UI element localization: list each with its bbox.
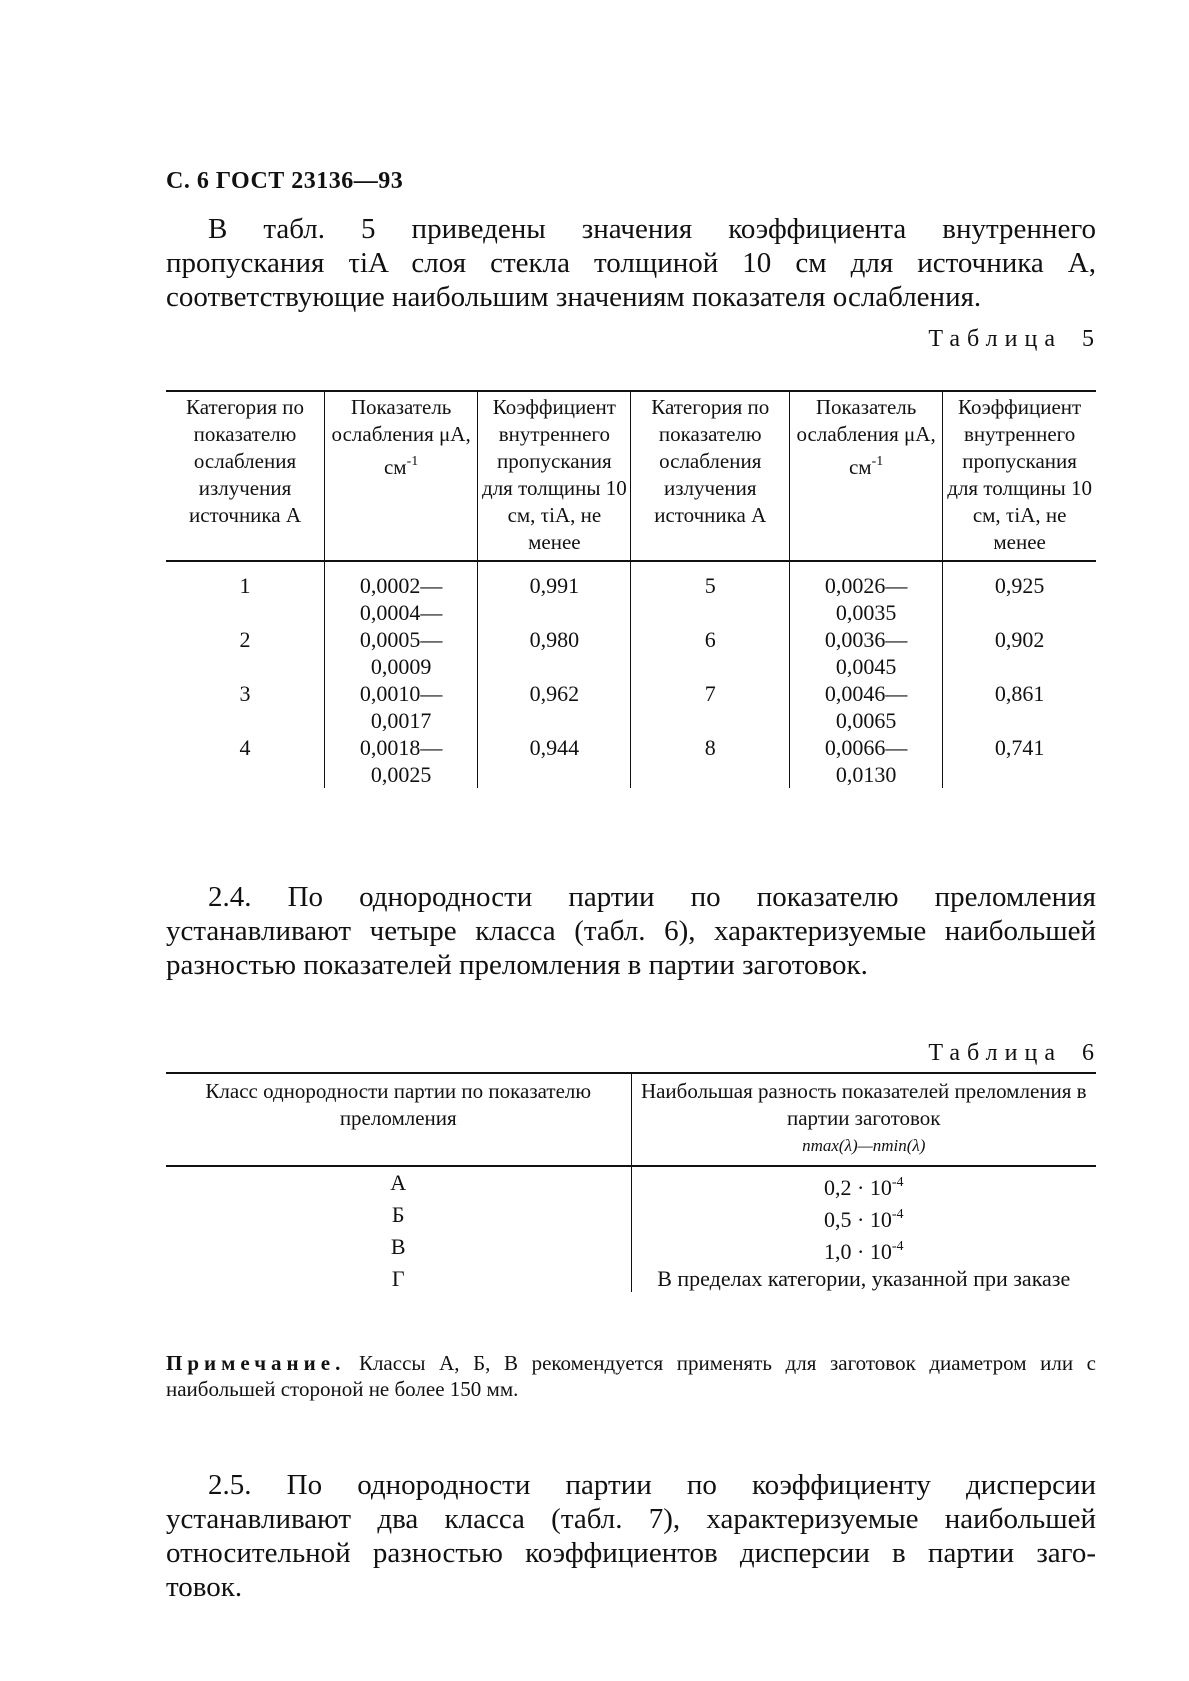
table5-header-category-text: Категория по показателю ослабления излучения источника A	[186, 395, 304, 527]
table6-value-exponent: -4	[891, 1239, 904, 1254]
section24-line-3: разностью показателей преломления в партии заготовок.	[166, 949, 868, 981]
table5-range	[790, 561, 943, 626]
table5-range	[325, 680, 478, 734]
intro-line-1: В табл. 5 приведены значения коэффициента внутреннего	[208, 213, 1096, 245]
table5-range-end: 0,0065	[835, 708, 897, 733]
table-row	[166, 680, 1096, 734]
table5-header-transmission-2-text: Коэффициент внутреннего пропускания для толщины 10 см, τiA, не менее	[947, 395, 1092, 554]
table5-header-exponent-2: -1	[871, 454, 884, 469]
table6-value	[631, 1201, 1096, 1233]
table5-range-start: 0,0005—	[359, 627, 443, 652]
table6-header-difference	[631, 1073, 1096, 1166]
table6-class: Б	[391, 1202, 405, 1227]
table5-range	[790, 626, 943, 680]
table5-cat: 1	[239, 573, 251, 598]
table5-caption	[928, 326, 1094, 353]
table5-range	[790, 680, 943, 734]
table5-cat: 4	[239, 735, 251, 760]
table5-range-start: 0,0018—	[359, 735, 443, 760]
table5-range-end: 0,0045	[835, 654, 897, 679]
table5-header-row	[166, 391, 1096, 561]
table-row	[166, 1166, 1096, 1201]
intro-line-2: пропускания τiA слоя стекла толщиной 10 см для источника A,	[166, 247, 1096, 279]
section-2-5-paragraph	[166, 1468, 1096, 1604]
table6-caption	[928, 1040, 1094, 1067]
note-label: Примечание.	[166, 1351, 346, 1375]
table5-header-transmission-2	[943, 391, 1096, 561]
table6-header-difference-text: Наибольшая разность показателей преломления в партии заготовок	[640, 1079, 1087, 1130]
table5-range-start: 0,0002—	[359, 573, 443, 598]
table5-header-category	[166, 391, 325, 561]
table5-range-start: 0,0010—	[359, 681, 443, 706]
table5-range	[325, 626, 478, 680]
section24-line-2: устанавливают четыре класса (табл. 6), характеризуемые наибольшей	[166, 915, 1096, 947]
table6-class: A	[390, 1170, 407, 1195]
table-row	[166, 561, 1096, 626]
table5-cat: 3	[239, 681, 251, 706]
table6-header-formula: nmax(λ)—nmin(λ)	[802, 1136, 926, 1155]
table5-range	[790, 734, 943, 788]
table5-coef: 0,944	[478, 734, 631, 788]
table6-value	[631, 1233, 1096, 1265]
table5-range-end: 0,0004—	[359, 600, 443, 625]
table-6	[166, 1072, 1096, 1292]
table5-coef: 0,741	[943, 734, 1096, 788]
table5-coef: 0,980	[478, 626, 631, 680]
table5-range-end: 0,0017	[370, 708, 432, 733]
table5-range-end: 0,0130	[835, 762, 897, 787]
table5-header-attenuation	[325, 391, 478, 561]
table5-cat: 2	[239, 627, 251, 652]
page-header: С. 6 ГОСТ 23136—93	[166, 168, 404, 194]
table6-header-row	[166, 1073, 1096, 1166]
table-row	[166, 1265, 1096, 1292]
table5-coef: 0,991	[478, 561, 631, 626]
table6-value-text: 1,0 · 10	[824, 1239, 892, 1264]
table5-cat: 5	[631, 561, 790, 626]
table6-value-exponent: -4	[891, 1207, 904, 1222]
section25-line-4: товок.	[166, 1571, 243, 1603]
table5-header-attenuation-text: Показатель ослабления μA, см	[331, 395, 471, 479]
table6-class: В	[390, 1234, 406, 1259]
table6-value-text: 0,2 · 10	[824, 1175, 892, 1200]
table5-header-category-2	[631, 391, 790, 561]
table6-value	[631, 1166, 1096, 1201]
table-5	[166, 390, 1096, 788]
section25-line-2: устанавливают два класса (табл. 7), характеризуемые наибольшей	[166, 1503, 1096, 1535]
table6-caption-label: Таблица	[928, 1040, 1062, 1066]
table-row	[166, 1201, 1096, 1233]
table6-class: Г	[391, 1266, 405, 1291]
table5-header-transmission	[478, 391, 631, 561]
table5-range	[325, 734, 478, 788]
table5-range-start: 0,0026—	[824, 573, 908, 598]
table5-header-attenuation-2-text: Показатель ослабления μA, см	[796, 395, 936, 479]
table5-coef: 0,861	[943, 680, 1096, 734]
table5-range-end: 0,0025	[370, 762, 432, 787]
table5-range-start: 0,0066—	[824, 735, 908, 760]
table5-header-exponent: -1	[406, 454, 419, 469]
intro-paragraph	[166, 212, 1096, 314]
table5-range-start: 0,0036—	[824, 627, 908, 652]
section24-line-1: 2.4. По однородности партии по показателю преломления	[208, 881, 1096, 913]
table5-range-start: 0,0046—	[824, 681, 908, 706]
table5-caption-number: 5	[1082, 326, 1094, 352]
table5-range-end: 0,0035	[835, 600, 897, 625]
table6-note	[166, 1350, 1096, 1402]
section25-line-3: относительной разностью коэффициентов дисперсии в партии заго-	[166, 1537, 1096, 1569]
table6-value-text: В пределах категории, указанной при заказе	[657, 1266, 1071, 1291]
table5-range-end: 0,0009	[370, 654, 432, 679]
table5-range	[325, 561, 478, 626]
intro-line-3: соответствующие наибольшим значениям показателя ослабления.	[166, 281, 982, 313]
section-2-4-paragraph	[166, 880, 1096, 982]
table6-value-exponent: -4	[891, 1175, 904, 1190]
table6-header-class: Класс однородности партии по показателю преломления	[166, 1073, 631, 1166]
section25-line-1: 2.5. По однородности партии по коэффициенту дисперсии	[208, 1469, 1096, 1501]
table-row	[166, 1233, 1096, 1265]
table6-value	[631, 1265, 1096, 1292]
table5-header-attenuation-2	[790, 391, 943, 561]
table6-value-text: 0,5 · 10	[824, 1207, 892, 1232]
table-row	[166, 734, 1096, 788]
table5-header-category-2-text: Категория по показателю ослабления излучения источника A	[651, 395, 770, 527]
table-row	[166, 626, 1096, 680]
table5-coef: 0,962	[478, 680, 631, 734]
table5-cat: 8	[631, 734, 790, 788]
table6-caption-number: 6	[1082, 1040, 1094, 1066]
table5-coef: 0,925	[943, 561, 1096, 626]
table5-cat: 7	[631, 680, 790, 734]
table5-cat: 6	[631, 626, 790, 680]
note-text: Классы A, Б, В рекомендуется применять для заготовок диаметром или с наибольшей стороной не более 150 мм.	[166, 1351, 1097, 1401]
table5-coef: 0,902	[943, 626, 1096, 680]
table5-header-transmission-text: Коэффициент внутреннего пропускания для толщины 10 см, τiA, не менее	[482, 395, 627, 554]
table5-caption-label: Таблица	[928, 326, 1062, 352]
